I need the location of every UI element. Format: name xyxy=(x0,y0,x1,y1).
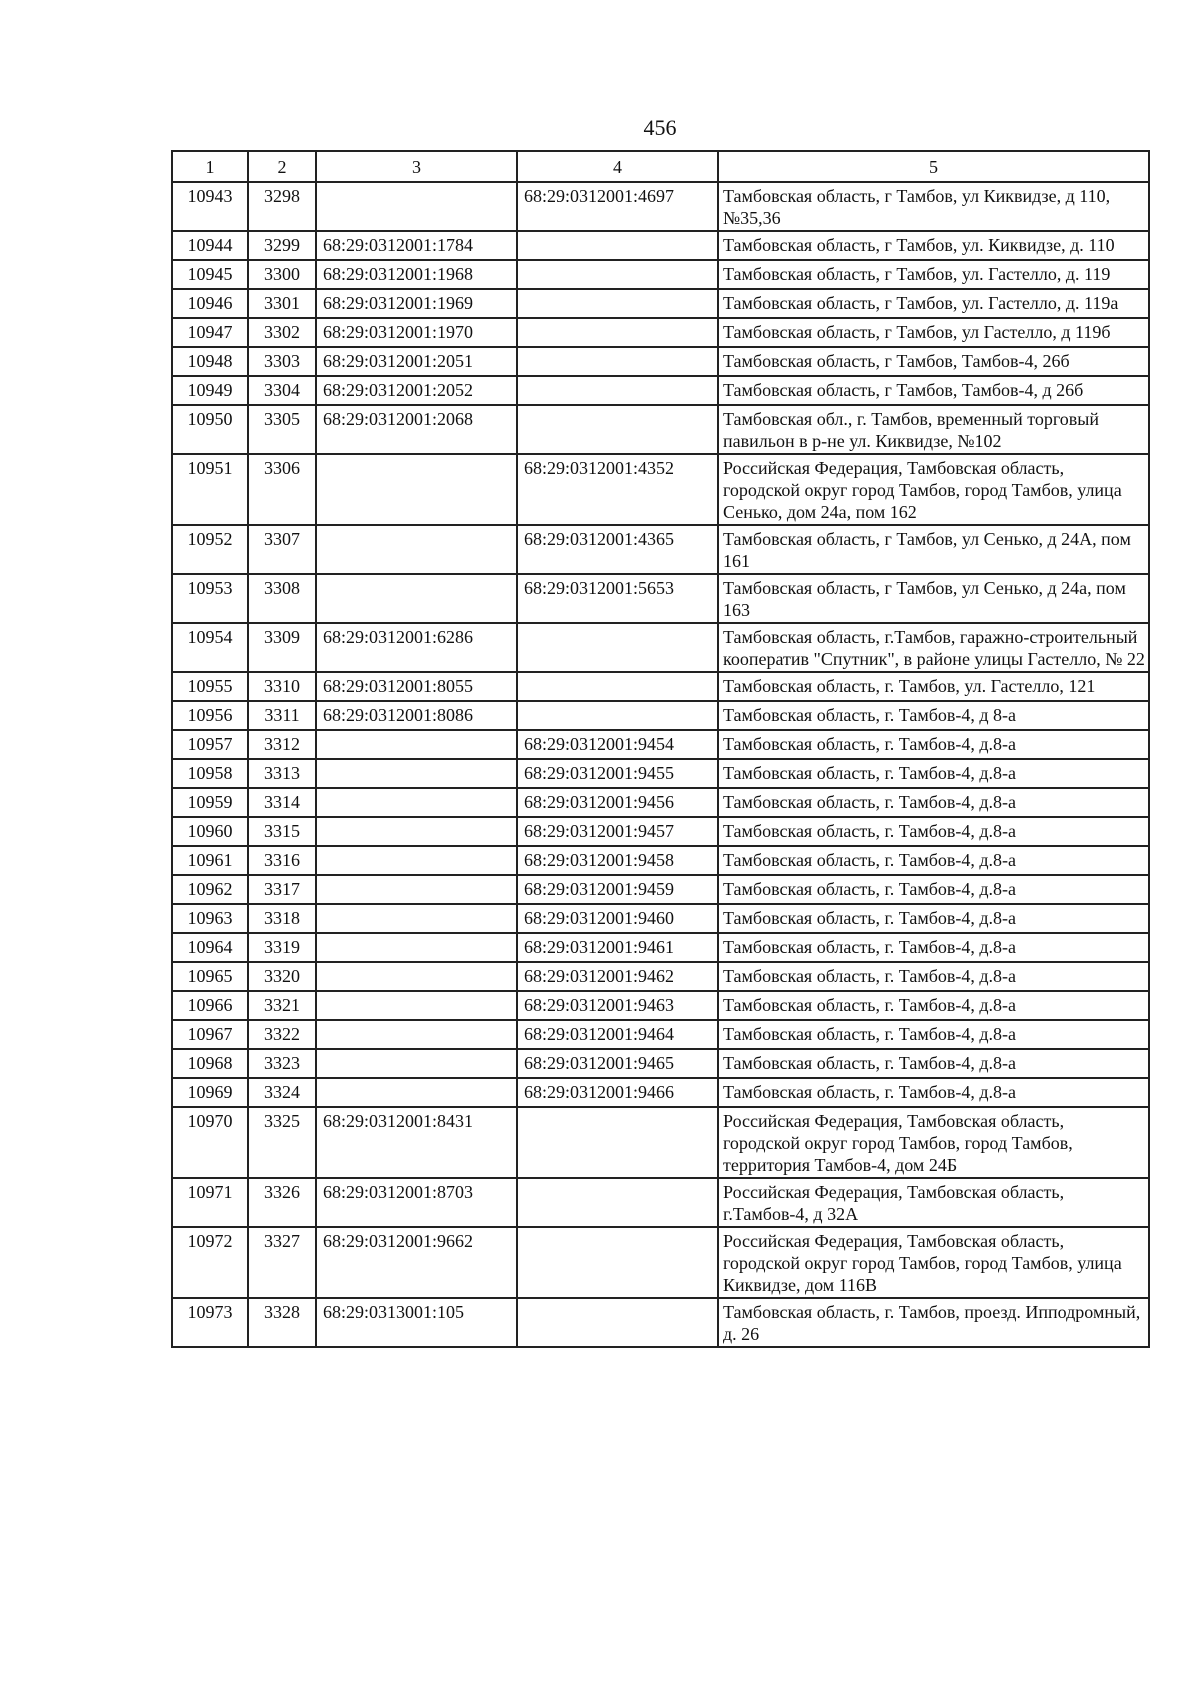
address-cell: Тамбовская область, г Тамбов, ул Сенько, д 24а, пом 163 xyxy=(718,574,1149,623)
cadastral-land-cell: 68:29:0312001:2052 xyxy=(316,376,517,405)
address-cell: Тамбовская область, г. Тамбов-4, д.8-а xyxy=(718,730,1149,759)
table-body xyxy=(172,182,1149,1347)
cadastral-object-cell xyxy=(517,1227,718,1298)
row-number-cell: 10944 xyxy=(172,231,248,260)
cadastral-land-cell xyxy=(316,904,517,933)
cadastral-land-cell: 68:29:0312001:1784 xyxy=(316,231,517,260)
register-number-cell: 3327 xyxy=(248,1227,316,1298)
table-row xyxy=(172,1049,1149,1078)
cadastral-object-cell: 68:29:0312001:9457 xyxy=(517,817,718,846)
table-row xyxy=(172,347,1149,376)
register-number-cell: 3302 xyxy=(248,318,316,347)
register-number-cell: 3309 xyxy=(248,623,316,672)
row-number-cell: 10958 xyxy=(172,759,248,788)
register-number-cell: 3312 xyxy=(248,730,316,759)
cadastral-object-cell: 68:29:0312001:5653 xyxy=(517,574,718,623)
table-row xyxy=(172,1020,1149,1049)
cadastral-land-cell xyxy=(316,991,517,1020)
row-number-cell: 10973 xyxy=(172,1298,248,1347)
cadastral-land-cell: 68:29:0312001:1968 xyxy=(316,260,517,289)
address-cell: Тамбовская область, г. Тамбов-4, д.8-а xyxy=(718,1020,1149,1049)
address-cell: Тамбовская область, г. Тамбов-4, д.8-а xyxy=(718,1049,1149,1078)
address-cell: Тамбовская область, г. Тамбов, ул. Гастелло, 121 xyxy=(718,672,1149,701)
address-cell: Тамбовская область, г. Тамбов-4, д.8-а xyxy=(718,904,1149,933)
table-row xyxy=(172,231,1149,260)
register-number-cell: 3298 xyxy=(248,182,316,231)
row-number-cell: 10945 xyxy=(172,260,248,289)
cadastral-land-cell: 68:29:0312001:8086 xyxy=(316,701,517,730)
table-row xyxy=(172,318,1149,347)
table-header xyxy=(172,151,1149,182)
row-number-cell: 10970 xyxy=(172,1107,248,1178)
column-header-4: 4 xyxy=(517,151,718,182)
cadastral-object-cell: 68:29:0312001:4697 xyxy=(517,182,718,231)
address-cell: Российская Федерация, Тамбовская область, городской округ город Тамбов, город Тамбов, территория Тамбов-4, дом 24Б xyxy=(718,1107,1149,1178)
row-number-cell: 10954 xyxy=(172,623,248,672)
table-row xyxy=(172,759,1149,788)
register-number-cell: 3308 xyxy=(248,574,316,623)
cadastral-object-cell xyxy=(517,289,718,318)
cadastral-land-cell: 68:29:0312001:8431 xyxy=(316,1107,517,1178)
column-header-2: 2 xyxy=(248,151,316,182)
cadastral-object-cell: 68:29:0312001:9459 xyxy=(517,875,718,904)
cadastral-object-cell: 68:29:0312001:9463 xyxy=(517,991,718,1020)
cadastral-land-cell xyxy=(316,788,517,817)
address-cell: Тамбовская область, г Тамбов, ул. Гастелло, д. 119а xyxy=(718,289,1149,318)
table-row xyxy=(172,1178,1149,1227)
cadastral-land-cell xyxy=(316,1020,517,1049)
address-cell: Тамбовская область, г. Тамбов, проезд. Ипподромный, д. 26 xyxy=(718,1298,1149,1347)
address-cell: Тамбовская область, г Тамбов, ул Гастелло, д 119б xyxy=(718,318,1149,347)
row-number-cell: 10946 xyxy=(172,289,248,318)
address-cell: Российская Федерация, Тамбовская область, городской округ город Тамбов, город Тамбов, улица Сенько, дом 24а, пом 162 xyxy=(718,454,1149,525)
cadastral-object-cell xyxy=(517,623,718,672)
cadastral-land-cell xyxy=(316,1078,517,1107)
cadastral-land-cell xyxy=(316,730,517,759)
row-number-cell: 10968 xyxy=(172,1049,248,1078)
register-number-cell: 3316 xyxy=(248,846,316,875)
cadastral-land-cell xyxy=(316,759,517,788)
table-row xyxy=(172,376,1149,405)
register-number-cell: 3311 xyxy=(248,701,316,730)
table-row xyxy=(172,962,1149,991)
cadastral-land-cell: 68:29:0312001:8055 xyxy=(316,672,517,701)
cadastral-object-cell xyxy=(517,701,718,730)
table-row xyxy=(172,1298,1149,1347)
cadastral-object-cell xyxy=(517,231,718,260)
row-number-cell: 10943 xyxy=(172,182,248,231)
cadastral-land-cell xyxy=(316,454,517,525)
register-number-cell: 3301 xyxy=(248,289,316,318)
table-row xyxy=(172,788,1149,817)
address-cell: Российская Федерация, Тамбовская область, г.Тамбов-4, д 32А xyxy=(718,1178,1149,1227)
cadastral-object-cell xyxy=(517,347,718,376)
row-number-cell: 10959 xyxy=(172,788,248,817)
row-number-cell: 10972 xyxy=(172,1227,248,1298)
row-number-cell: 10950 xyxy=(172,405,248,454)
table-row xyxy=(172,846,1149,875)
register-number-cell: 3325 xyxy=(248,1107,316,1178)
table-row xyxy=(172,991,1149,1020)
row-number-cell: 10951 xyxy=(172,454,248,525)
cadastral-object-cell: 68:29:0312001:9456 xyxy=(517,788,718,817)
address-cell: Тамбовская область, г. Тамбов-4, д.8-а xyxy=(718,933,1149,962)
address-cell: Тамбовская область, г Тамбов, ул. Гастелло, д. 119 xyxy=(718,260,1149,289)
register-number-cell: 3299 xyxy=(248,231,316,260)
cadastral-land-cell xyxy=(316,574,517,623)
cadastral-object-cell: 68:29:0312001:9455 xyxy=(517,759,718,788)
register-number-cell: 3323 xyxy=(248,1049,316,1078)
cadastral-object-cell: 68:29:0312001:9460 xyxy=(517,904,718,933)
address-cell: Тамбовская область, г Тамбов, ул Киквидзе, д 110, №35,36 xyxy=(718,182,1149,231)
cadastral-object-cell: 68:29:0312001:9461 xyxy=(517,933,718,962)
cadastral-land-cell xyxy=(316,875,517,904)
address-cell: Тамбовская область, г. Тамбов-4, д.8-а xyxy=(718,1078,1149,1107)
row-number-cell: 10957 xyxy=(172,730,248,759)
row-number-cell: 10953 xyxy=(172,574,248,623)
register-number-cell: 3314 xyxy=(248,788,316,817)
row-number-cell: 10949 xyxy=(172,376,248,405)
table-row xyxy=(172,672,1149,701)
cadastral-land-cell: 68:29:0312001:9662 xyxy=(316,1227,517,1298)
register-number-cell: 3303 xyxy=(248,347,316,376)
row-number-cell: 10962 xyxy=(172,875,248,904)
table-row xyxy=(172,1227,1149,1298)
register-number-cell: 3315 xyxy=(248,817,316,846)
row-number-cell: 10965 xyxy=(172,962,248,991)
row-number-cell: 10963 xyxy=(172,904,248,933)
column-header-1: 1 xyxy=(172,151,248,182)
row-number-cell: 10952 xyxy=(172,525,248,574)
table-row xyxy=(172,260,1149,289)
cadastral-object-cell xyxy=(517,672,718,701)
register-number-cell: 3319 xyxy=(248,933,316,962)
cadastral-land-cell xyxy=(316,846,517,875)
table-row xyxy=(172,730,1149,759)
address-cell: Российская Федерация, Тамбовская область, городской округ город Тамбов, город Тамбов, улица Киквидзе, дом 116В xyxy=(718,1227,1149,1298)
address-cell: Тамбовская область, г. Тамбов-4, д.8-а xyxy=(718,846,1149,875)
cadastral-land-cell: 68:29:0313001:105 xyxy=(316,1298,517,1347)
row-number-cell: 10969 xyxy=(172,1078,248,1107)
header-row xyxy=(172,151,1149,182)
register-number-cell: 3322 xyxy=(248,1020,316,1049)
address-cell: Тамбовская область, г.Тамбов, гаражно-строительный кооператив "Спутник", в районе улицы Гастелло, № 22 xyxy=(718,623,1149,672)
cadastral-object-cell: 68:29:0312001:9458 xyxy=(517,846,718,875)
column-header-3: 3 xyxy=(316,151,517,182)
row-number-cell: 10967 xyxy=(172,1020,248,1049)
address-cell: Тамбовская обл., г. Тамбов, временный торговый павильон в р-не ул. Киквидзе, №102 xyxy=(718,405,1149,454)
register-number-cell: 3300 xyxy=(248,260,316,289)
cadastral-land-cell xyxy=(316,817,517,846)
cadastral-land-cell xyxy=(316,525,517,574)
address-cell: Тамбовская область, г. Тамбов-4, д.8-а xyxy=(718,788,1149,817)
cadastral-object-cell: 68:29:0312001:9464 xyxy=(517,1020,718,1049)
table-row xyxy=(172,182,1149,231)
address-cell: Тамбовская область, г. Тамбов-4, д.8-а xyxy=(718,962,1149,991)
cadastral-object-cell: 68:29:0312001:9466 xyxy=(517,1078,718,1107)
cadastral-object-cell: 68:29:0312001:4365 xyxy=(517,525,718,574)
cadastral-object-cell: 68:29:0312001:9465 xyxy=(517,1049,718,1078)
page-number: 456 xyxy=(643,115,677,140)
register-number-cell: 3318 xyxy=(248,904,316,933)
cadastral-land-cell: 68:29:0312001:2051 xyxy=(316,347,517,376)
register-number-cell: 3306 xyxy=(248,454,316,525)
cadastral-object-cell: 68:29:0312001:4352 xyxy=(517,454,718,525)
register-number-cell: 3317 xyxy=(248,875,316,904)
table-row xyxy=(172,405,1149,454)
address-cell: Тамбовская область, г Тамбов, ул Сенько, д 24А, пом 161 xyxy=(718,525,1149,574)
register-number-cell: 3320 xyxy=(248,962,316,991)
address-cell: Тамбовская область, г Тамбов, ул. Киквидзе, д. 110 xyxy=(718,231,1149,260)
register-number-cell: 3321 xyxy=(248,991,316,1020)
table-row xyxy=(172,904,1149,933)
cadastral-land-cell: 68:29:0312001:1970 xyxy=(316,318,517,347)
cadastral-land-cell xyxy=(316,962,517,991)
table-row xyxy=(172,875,1149,904)
table-row xyxy=(172,933,1149,962)
register-number-cell: 3324 xyxy=(248,1078,316,1107)
row-number-cell: 10961 xyxy=(172,846,248,875)
cadastral-object-cell xyxy=(517,1178,718,1227)
cadastral-object-cell: 68:29:0312001:9454 xyxy=(517,730,718,759)
address-cell: Тамбовская область, г. Тамбов-4, д 8-а xyxy=(718,701,1149,730)
row-number-cell: 10956 xyxy=(172,701,248,730)
register-number-cell: 3305 xyxy=(248,405,316,454)
row-number-cell: 10948 xyxy=(172,347,248,376)
cadastral-land-cell: 68:29:0312001:2068 xyxy=(316,405,517,454)
row-number-cell: 10960 xyxy=(172,817,248,846)
cadastral-object-cell xyxy=(517,1298,718,1347)
table-row xyxy=(172,289,1149,318)
table-row xyxy=(172,574,1149,623)
address-cell: Тамбовская область, г. Тамбов-4, д.8-а xyxy=(718,817,1149,846)
cadastral-land-cell xyxy=(316,1049,517,1078)
table-row xyxy=(172,623,1149,672)
cadastral-land-cell: 68:29:0312001:8703 xyxy=(316,1178,517,1227)
row-number-cell: 10966 xyxy=(172,991,248,1020)
column-header-5: 5 xyxy=(718,151,1149,182)
address-cell: Тамбовская область, г Тамбов, Тамбов-4, д 26б xyxy=(718,376,1149,405)
cadastral-land-cell xyxy=(316,182,517,231)
row-number-cell: 10947 xyxy=(172,318,248,347)
table-row xyxy=(172,1078,1149,1107)
cadastral-object-cell xyxy=(517,376,718,405)
register-number-cell: 3328 xyxy=(248,1298,316,1347)
cadastral-land-cell: 68:29:0312001:6286 xyxy=(316,623,517,672)
cadastral-land-cell: 68:29:0312001:1969 xyxy=(316,289,517,318)
cadastral-object-cell xyxy=(517,260,718,289)
cadastral-object-cell xyxy=(517,318,718,347)
table-row xyxy=(172,525,1149,574)
row-number-cell: 10955 xyxy=(172,672,248,701)
address-cell: Тамбовская область, г Тамбов, Тамбов-4, 26б xyxy=(718,347,1149,376)
cadastral-object-cell: 68:29:0312001:9462 xyxy=(517,962,718,991)
row-number-cell: 10964 xyxy=(172,933,248,962)
register-number-cell: 3313 xyxy=(248,759,316,788)
register-number-cell: 3307 xyxy=(248,525,316,574)
cadastral-object-cell xyxy=(517,1107,718,1178)
address-cell: Тамбовская область, г. Тамбов-4, д.8-а xyxy=(718,759,1149,788)
table-row xyxy=(172,817,1149,846)
property-register-table xyxy=(171,150,1150,1348)
table-row xyxy=(172,1107,1149,1178)
address-cell: Тамбовская область, г. Тамбов-4, д.8-а xyxy=(718,991,1149,1020)
register-number-cell: 3326 xyxy=(248,1178,316,1227)
table-row xyxy=(172,701,1149,730)
row-number-cell: 10971 xyxy=(172,1178,248,1227)
cadastral-land-cell xyxy=(316,933,517,962)
register-number-cell: 3304 xyxy=(248,376,316,405)
address-cell: Тамбовская область, г. Тамбов-4, д.8-а xyxy=(718,875,1149,904)
cadastral-object-cell xyxy=(517,405,718,454)
table-row xyxy=(172,454,1149,525)
register-number-cell: 3310 xyxy=(248,672,316,701)
